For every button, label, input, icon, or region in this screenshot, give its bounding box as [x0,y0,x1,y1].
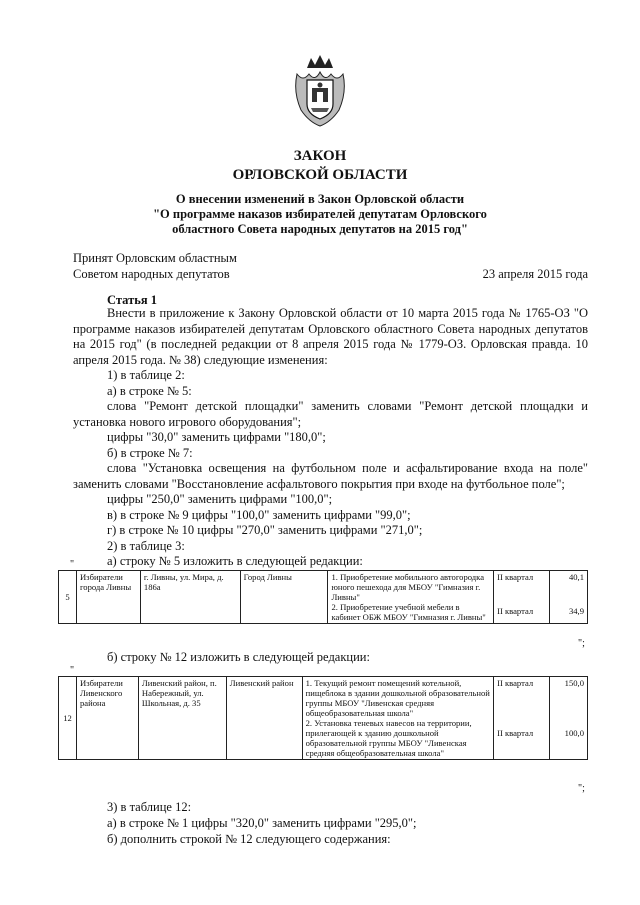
items-cell [328,571,494,624]
amount-text: 150,0 [564,678,584,688]
row-number: 5 [59,571,77,624]
amount-cell [550,677,588,760]
article-body-continued [73,799,588,847]
table-3-row-5 [58,570,588,624]
quarter-cell [494,677,550,760]
article-body [73,306,588,570]
paragraph: 3) в таблице 12: [107,800,192,814]
table-row [59,571,588,624]
paragraph: 2) в таблице 3: [107,538,185,553]
adoption-line: Советом народных депутатов [73,267,230,281]
address-cell: г. Ливны, ул. Мира, д. 186а [140,571,240,624]
amount-cell [550,571,588,624]
address-cell: Ливенский район, п. Набережный, ул. Школьная, д. 35 [138,677,226,760]
paragraph: б) в строке № 7: [107,445,193,460]
item-text: 2. Установка теневых навесов на территории, прилегающей к зданию дошкольной образовательной группы МБОУ "Ливенская средняя общеобразовательная школа" [305,718,472,758]
paragraph: слова "Установка освещения на футбольном поле и асфальтирование входа на поле" заменить словами "Восстановление асфальтового покрытия при входе на футбольное поле"; [73,461,588,491]
close-quote: "; [578,783,585,794]
voters-cell: Избиратели города Ливны [76,571,140,624]
table-row [59,677,588,760]
article-intro: Внести в приложение к Закону Орловской области от 10 марта 2015 года № 1765-ОЗ "О программе наказов избирателей депутатам Орловского областного Совета народных депутатов на 2015 год" (в последней редакции от 8 апреля 2015 года № 1779-ОЗ. Орловская правда. 10 апреля 2015 года. № 38) следующие изменения: [73,306,588,367]
paragraph: г) в строке № 10 цифры "270,0" заменить цифрами "271,0"; [107,523,423,537]
paragraph: слова "Ремонт детской площадки" заменить словами "Ремонт детской площадки и установка нового игрового оборудования"; [73,399,588,429]
close-quote: "; [578,638,585,649]
locality-cell: Ливенский район [226,677,302,760]
items-cell [302,677,494,760]
open-quote: " [70,559,75,570]
article-heading: Статья 1 [107,293,157,307]
paragraph: б) строку № 12 изложить в следующей редакции: [107,650,370,664]
item-text: 1. Приобретение мобильного автогородка юного пешехода для МБОУ "Гимназия г. Ливны" [331,572,485,602]
quarter-text: II квартал [497,678,534,688]
quarter-cell [494,571,550,624]
subtitle-line: "О программе наказов избирателей депутатам Орловского [153,207,487,221]
voters-cell: Избиратели Ливенского района [76,677,138,760]
paragraph: а) в строке № 5: [107,383,192,398]
paragraph: а) строку № 5 изложить в следующей редакции: [107,554,363,568]
amount-text: 100,0 [564,728,584,738]
paragraph: а) в строке № 1 цифры "320,0" заменить цифрами "295,0"; [107,816,417,830]
paragraph: цифры "250,0" заменить цифрами "100,0"; [107,492,333,506]
law-title: ЗАКОН [293,148,347,164]
paragraph: в) в строке № 9 цифры "100,0" заменить цифрами "99,0"; [107,507,411,522]
adoption-date: 23 апреля 2015 года [482,267,588,281]
paragraph: б) дополнить строкой № 12 следующего содержания: [107,832,391,846]
locality-cell: Город Ливны [240,571,328,624]
quarter-text: II квартал [497,728,534,738]
quarter-text: II квартал [497,606,534,616]
coat-of-arms-emblem-icon [293,52,347,130]
adoption-body [73,250,237,282]
paragraph: цифры "30,0" заменить цифрами "180,0"; [107,430,326,444]
row-number: 12 [59,677,77,760]
adoption-line: Принят Орловским областным [73,251,237,265]
law-subtitle [60,192,580,237]
item-text: 1. Текущий ремонт помещений котельной, пищеблока в здании дошкольной образовательной группы МБОУ "Ливенская средняя общеобразовательная школа" [305,678,490,718]
subtitle-line: О внесении изменений в Закон Орловской области [175,192,465,206]
table-3-row-12 [58,676,588,760]
open-quote: " [70,665,75,676]
paragraph: 1) в таблице 2: [107,368,185,382]
quarter-text: II квартал [497,572,534,582]
subtitle-line: областного Совета народных депутатов на 2015 год" [172,222,468,236]
law-region: ОРЛОВСКОЙ ОБЛАСТИ [232,167,408,183]
amount-text: 40,1 [568,572,584,582]
amount-text: 34,9 [568,606,584,616]
item-text: 2. Приобретение учебной мебели в кабинет ОБЖ МБОУ "Гимназия г. Ливны" [331,602,486,622]
